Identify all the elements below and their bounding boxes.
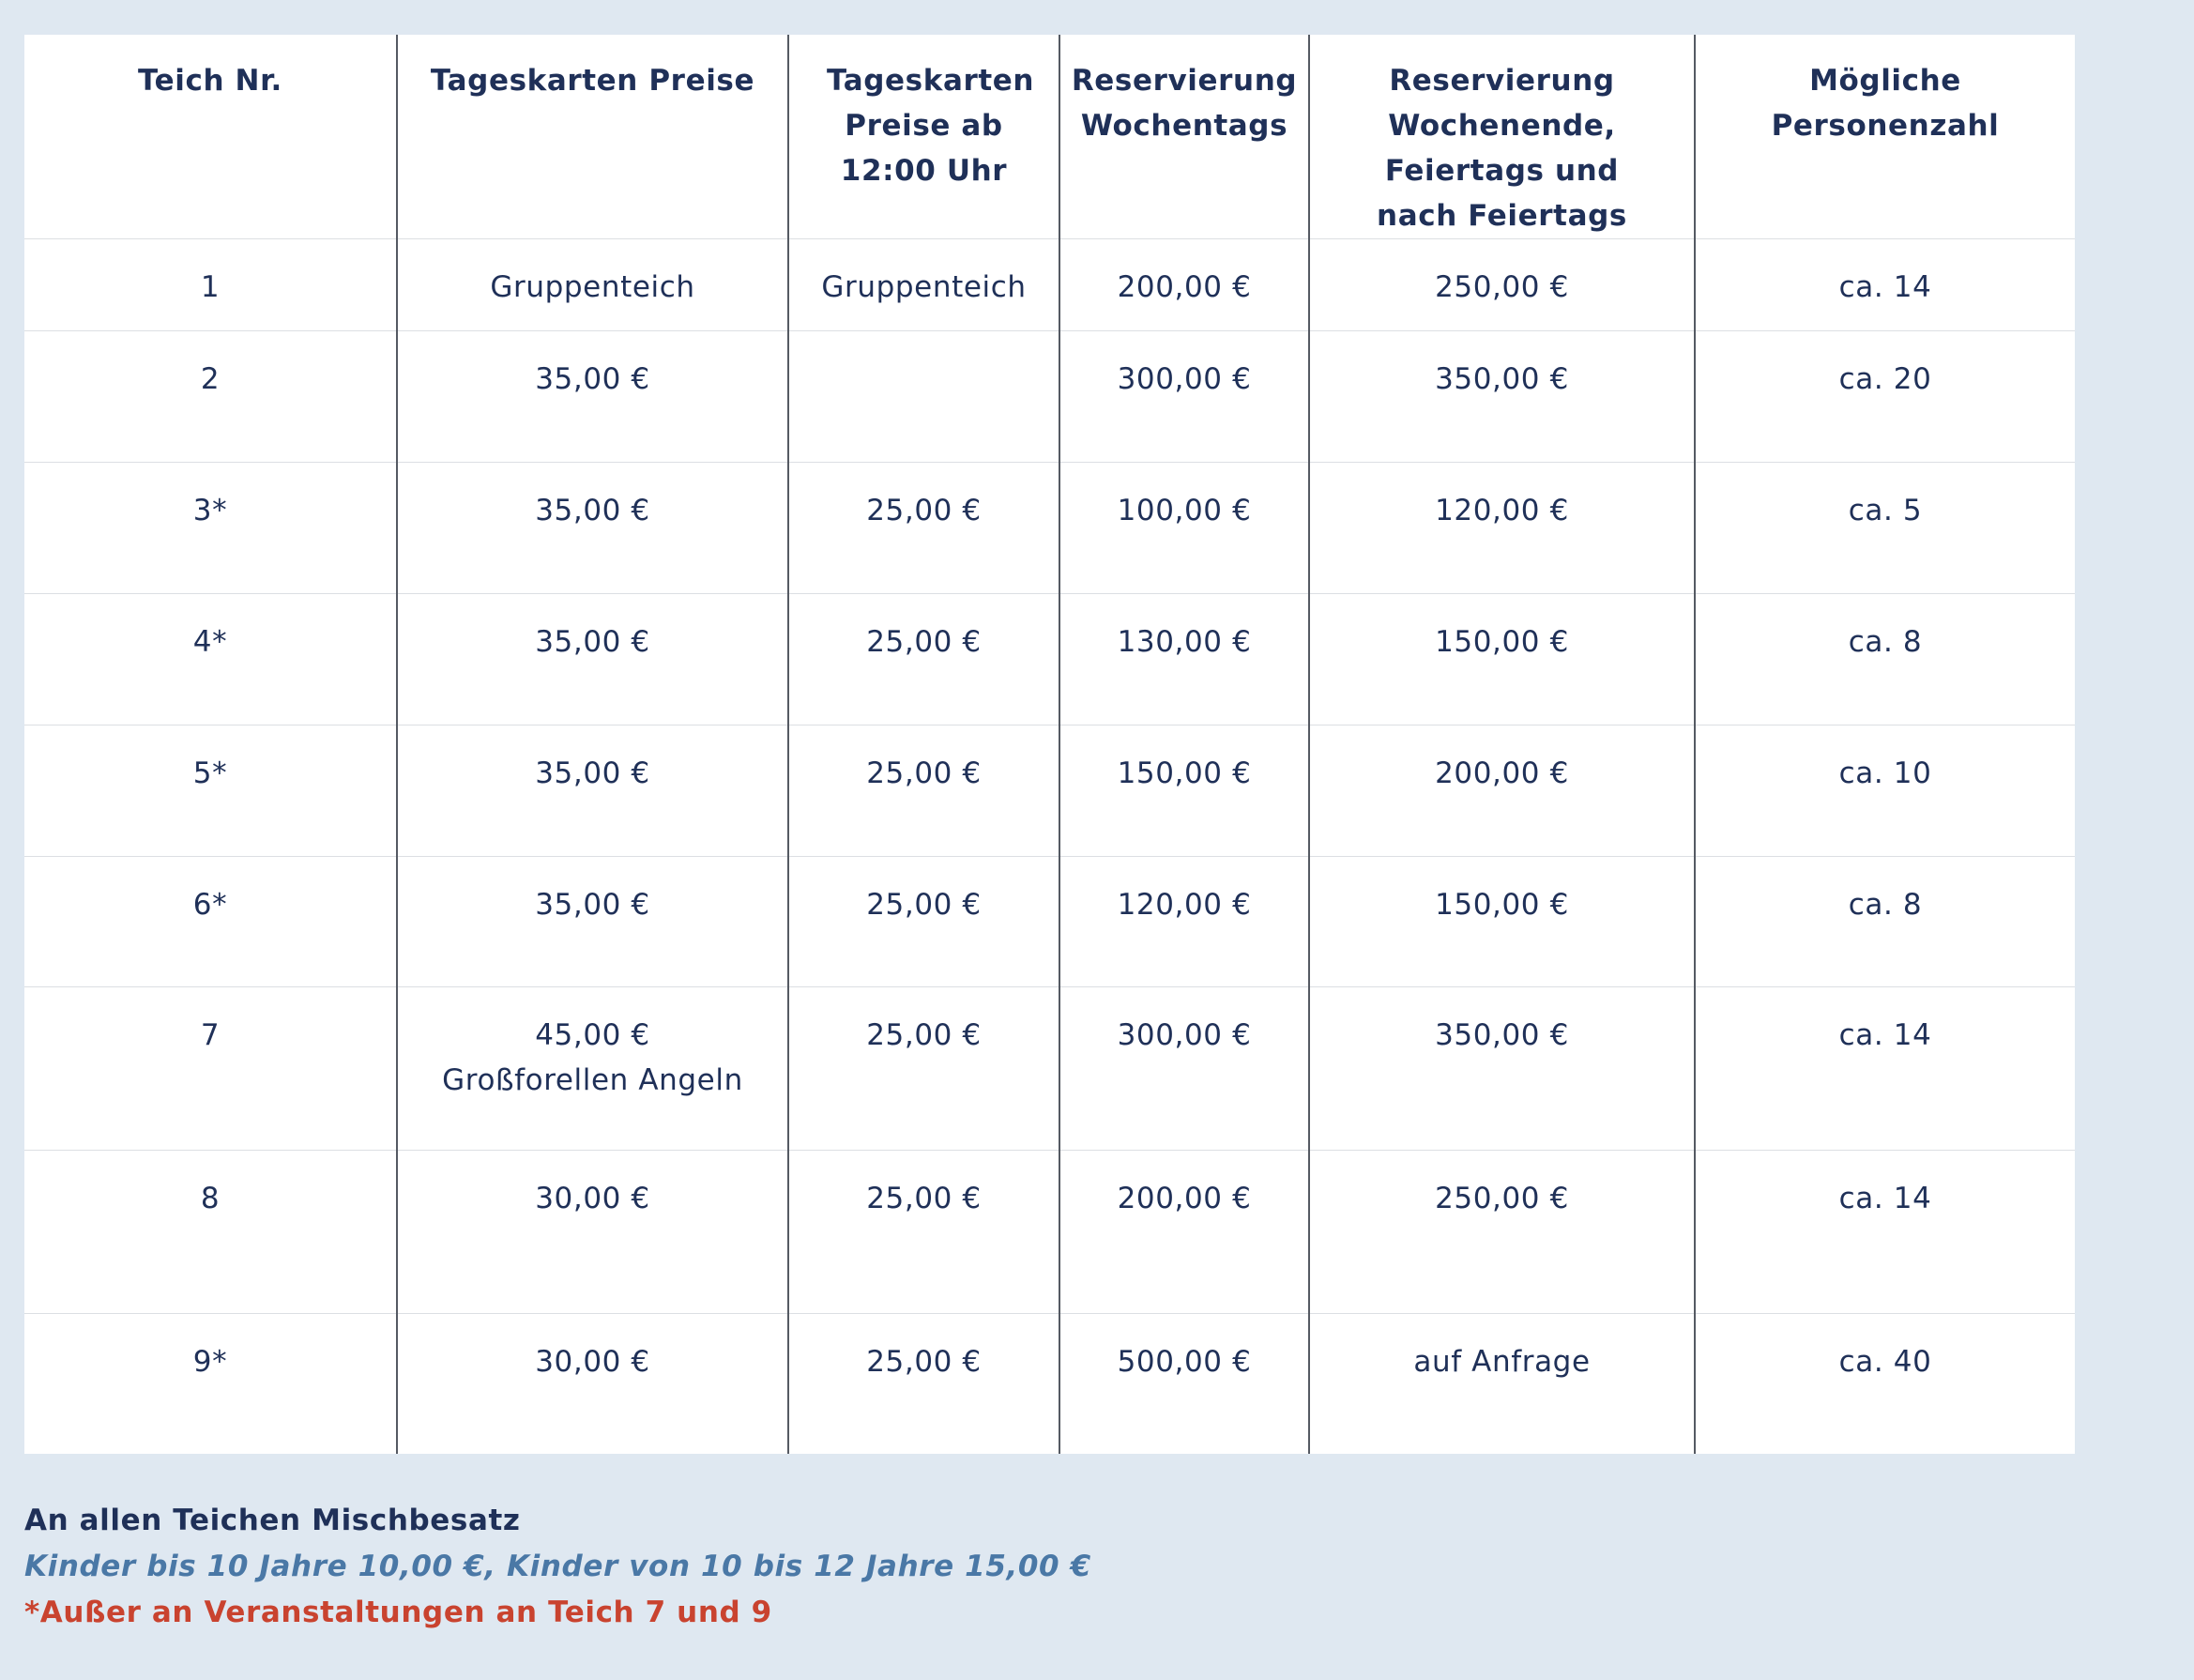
cell-max-persons: ca. 5 bbox=[1695, 463, 2075, 594]
cell-pond-number: 1 bbox=[24, 239, 397, 331]
cell-day-ticket-price bbox=[397, 987, 788, 1151]
cell-max-persons: ca. 14 bbox=[1695, 987, 2075, 1151]
cell-day-ticket-price-afternoon: 25,00 € bbox=[788, 987, 1059, 1151]
cell-day-ticket-price: 35,00 € bbox=[397, 594, 788, 725]
cell-day-ticket-price-afternoon: Gruppenteich bbox=[788, 239, 1059, 331]
header-day-ticket-price: Tageskarten Preise bbox=[397, 35, 788, 239]
table-header-row bbox=[24, 35, 2075, 239]
cell-day-ticket-price-afternoon: 25,00 € bbox=[788, 725, 1059, 857]
cell-reservation-weekday: 120,00 € bbox=[1059, 857, 1309, 987]
cell-reservation-weekend: 350,00 € bbox=[1309, 987, 1695, 1151]
cell-pond-number: 8 bbox=[24, 1151, 397, 1314]
cell-day-ticket-price: 35,00 € bbox=[397, 857, 788, 987]
cell-day-ticket-price-afternoon bbox=[788, 331, 1059, 463]
cell-reservation-weekday: 150,00 € bbox=[1059, 725, 1309, 857]
cell-max-persons: ca. 40 bbox=[1695, 1314, 2075, 1454]
cell-reservation-weekend: 150,00 € bbox=[1309, 594, 1695, 725]
cell-pond-number: 5* bbox=[24, 725, 397, 857]
cell-max-persons: ca. 14 bbox=[1695, 239, 2075, 331]
header-reservation-weekday: Reservierung Wochentags bbox=[1059, 35, 1309, 239]
cell-pond-number: 2 bbox=[24, 331, 397, 463]
header-day-ticket-price-afternoon: Tageskarten Preise ab 12:00 Uhr bbox=[788, 35, 1059, 239]
cell-day-ticket-price: 30,00 € bbox=[397, 1151, 788, 1314]
cell-reservation-weekend: 120,00 € bbox=[1309, 463, 1695, 594]
price-table bbox=[24, 35, 2075, 1454]
cell-pond-number: 4* bbox=[24, 594, 397, 725]
cell-reservation-weekday: 130,00 € bbox=[1059, 594, 1309, 725]
note-children-prices: Kinder bis 10 Jahre 10,00 €, Kinder von 10 bis 12 Jahre 15,00 € bbox=[24, 1550, 1091, 1583]
table-row bbox=[24, 463, 2075, 594]
notes-section bbox=[24, 1498, 1091, 1636]
cell-day-ticket-price-afternoon: 25,00 € bbox=[788, 1151, 1059, 1314]
cell-reservation-weekday: 200,00 € bbox=[1059, 1151, 1309, 1314]
cell-pond-number: 7 bbox=[24, 987, 397, 1151]
cell-day-ticket-price-afternoon: 25,00 € bbox=[788, 857, 1059, 987]
cell-reservation-weekday: 300,00 € bbox=[1059, 331, 1309, 463]
table-row bbox=[24, 987, 2075, 1151]
note-exception: *Außer an Veranstaltungen an Teich 7 und 9 bbox=[24, 1596, 772, 1629]
cell-max-persons: ca. 8 bbox=[1695, 857, 2075, 987]
cell-day-ticket-price: 35,00 € bbox=[397, 331, 788, 463]
cell-reservation-weekday: 500,00 € bbox=[1059, 1314, 1309, 1454]
cell-day-ticket-price-afternoon: 25,00 € bbox=[788, 463, 1059, 594]
price-table-panel bbox=[24, 35, 2075, 1454]
cell-reservation-weekend: auf Anfrage bbox=[1309, 1314, 1695, 1454]
cell-reservation-weekend: 350,00 € bbox=[1309, 331, 1695, 463]
table-row bbox=[24, 857, 2075, 987]
cell-reservation-weekend: 250,00 € bbox=[1309, 1151, 1695, 1314]
cell-pond-number: 6* bbox=[24, 857, 397, 987]
cell-max-persons: ca. 10 bbox=[1695, 725, 2075, 857]
cell-day-ticket-price-afternoon: 25,00 € bbox=[788, 594, 1059, 725]
note-stocking: An allen Teichen Mischbesatz bbox=[24, 1504, 521, 1537]
header-pond-number: Teich Nr. bbox=[24, 35, 397, 239]
cell-pond-number: 9* bbox=[24, 1314, 397, 1454]
cell-reservation-weekday: 100,00 € bbox=[1059, 463, 1309, 594]
cell-reservation-weekday: 200,00 € bbox=[1059, 239, 1309, 331]
table-row bbox=[24, 725, 2075, 857]
table-row bbox=[24, 1151, 2075, 1314]
cell-day-ticket-price: Gruppenteich bbox=[397, 239, 788, 331]
cell-max-persons: ca. 14 bbox=[1695, 1151, 2075, 1314]
table-row bbox=[24, 594, 2075, 725]
header-reservation-weekend: Reservierung Wochenende, Feiertags und nach Feiertags bbox=[1309, 35, 1695, 239]
cell-reservation-weekend: 150,00 € bbox=[1309, 857, 1695, 987]
cell-reservation-weekend: 250,00 € bbox=[1309, 239, 1695, 331]
cell-day-ticket-price: 35,00 € bbox=[397, 463, 788, 594]
cell-reservation-weekday: 300,00 € bbox=[1059, 987, 1309, 1151]
table-row bbox=[24, 239, 2075, 331]
cell-day-ticket-price: 35,00 € bbox=[397, 725, 788, 857]
table-row bbox=[24, 331, 2075, 463]
cell-day-ticket-price-note: Großforellen Angeln bbox=[442, 1063, 743, 1097]
table-row bbox=[24, 1314, 2075, 1454]
cell-max-persons: ca. 20 bbox=[1695, 331, 2075, 463]
cell-day-ticket-price-value: 45,00 € bbox=[535, 1018, 650, 1052]
cell-reservation-weekend: 200,00 € bbox=[1309, 725, 1695, 857]
cell-pond-number: 3* bbox=[24, 463, 397, 594]
header-max-persons: Mögliche Personenzahl bbox=[1771, 64, 2000, 143]
cell-day-ticket-price-afternoon: 25,00 € bbox=[788, 1314, 1059, 1454]
cell-max-persons: ca. 8 bbox=[1695, 594, 2075, 725]
cell-day-ticket-price: 30,00 € bbox=[397, 1314, 788, 1454]
